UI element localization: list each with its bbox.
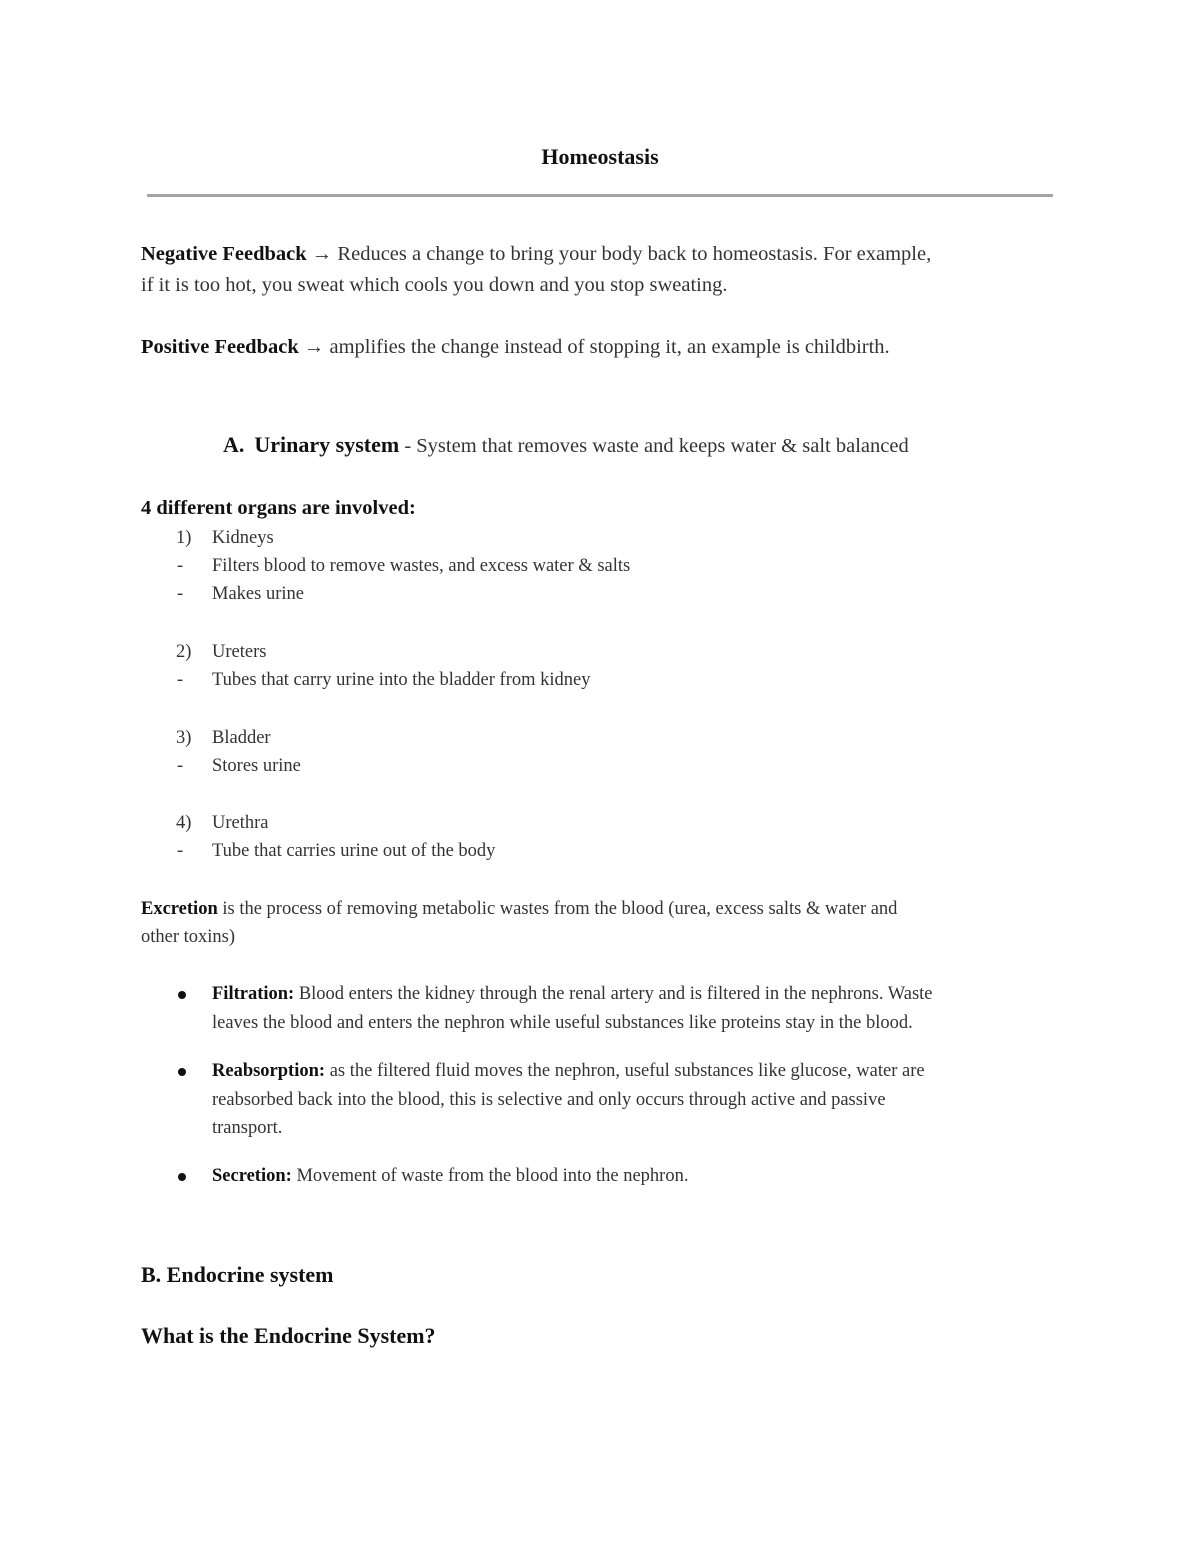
organ-number: 1) [176,528,192,548]
section-a-description: - System that removes waste and keeps water & salt balanced [399,435,909,457]
bullet-icon [178,1173,186,1181]
arrow-glyph: → [311,243,333,265]
positive-feedback-term: Positive Feedback [141,336,299,358]
page-title: Homeostasis [541,144,659,169]
bullet-icon [178,991,186,999]
reabsorption-line-3: transport. [212,1118,283,1138]
negative-feedback-line-1: Negative Feedback → Reduces a change to bring your body back to homeostasis. For example, [141,243,932,265]
dash-marker: - [177,556,184,576]
process-term: Reabsorption: [212,1061,326,1081]
organ-name: Bladder [212,728,271,748]
organ-detail: Stores urine [212,756,301,776]
section-a-heading [223,429,909,462]
excretion-line-1: Excretion is the process of removing metabolic wastes from the blood (urea, excess salts & water and [141,899,898,919]
organ-detail: Tubes that carry urine into the bladder from kidney [212,670,591,690]
process-term: Secretion: [212,1166,292,1186]
negative-feedback-term: Negative Feedback [141,243,307,265]
section-b-heading: B. Endocrine system [141,1262,334,1287]
dash-marker: - [177,584,184,604]
section-a-title: Urinary system [254,432,400,457]
excretion-term: Excretion [141,899,218,919]
process-term: Filtration: [212,984,295,1004]
positive-feedback-paragraph: Positive Feedback → amplifies the change instead of stopping it, an example is childbirth. [141,336,890,358]
bullet-icon [178,1068,186,1076]
section-a-letter: A. [223,432,245,457]
organ-number: 4) [176,813,192,833]
organ-detail: Makes urine [212,584,304,604]
organ-number: 2) [176,642,192,662]
endocrine-question: What is the Endocrine System? [141,1323,436,1348]
organ-name: Ureters [212,642,267,662]
organ-name: Kidneys [212,528,274,548]
dash-marker: - [177,756,184,776]
title-divider [147,194,1053,197]
reabsorption-line-2: reabsorbed back into the blood, this is selective and only occurs through active and passive [212,1090,886,1110]
arrow-glyph: → [303,336,325,358]
filtration-line-1: Filtration: Blood enters the kidney through the renal artery and is filtered in the nephrons. Waste [212,984,933,1004]
filtration-line-2: leaves the blood and enters the nephron while useful substances like proteins stay in the blood. [212,1013,913,1033]
excretion-line-2: other toxins) [141,927,236,947]
dash-marker: - [177,670,184,690]
dash-marker: - [177,841,184,861]
secretion-line-1: Secretion: Movement of waste from the blood into the nephron. [212,1166,689,1186]
organs-title: 4 different organs are involved: [141,497,416,519]
negative-feedback-line-2: if it is too hot, you sweat which cools you down and you stop sweating. [141,274,728,296]
organ-name: Urethra [212,813,269,833]
organ-detail: Tube that carries urine out of the body [212,841,496,861]
organ-number: 3) [176,728,192,748]
reabsorption-line-1: Reabsorption: as the filtered fluid moves the nephron, useful substances like glucose, water are [212,1061,925,1081]
organ-detail: Filters blood to remove wastes, and excess water & salts [212,556,631,576]
